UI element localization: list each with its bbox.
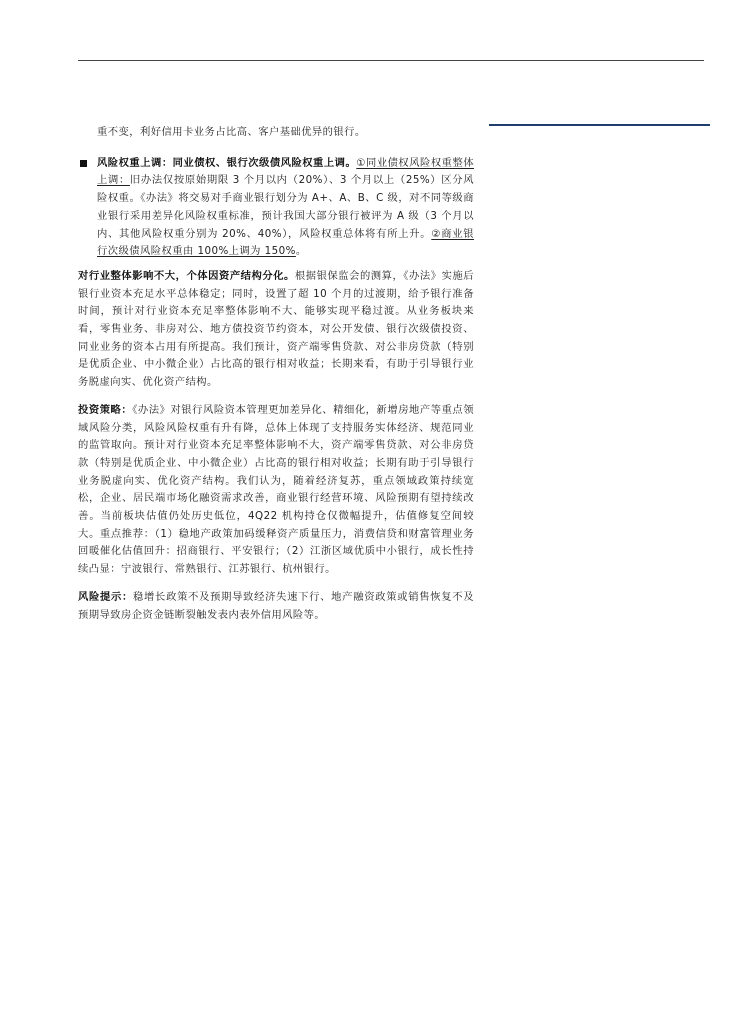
strategy-text: 《办法》对银行风险资本管理更加差异化、精细化，新增房地产等重点领域风险分类，风险风险权重有升有降，总体上体现了支持服务实体经济、规范同业的监管取向。预计对行业资本充足率整体影响不大，资产端零售贷款、对公非房贷款（特别是优质企业、中小微企业）占比高的银行相对收益；长期有助于引导银行业务脱虚向实、优化资产结构。我们认为，随着经济复苏，重点领域政策持续宽松，企业、居民端市场化融资需求改善，商业银行经营环境、风险预期有望持续改善。当前板块估值仍处历史低位，4Q22 机构持仓仅微幅提升，估值修复空间较大。重点推荐：（1）稳地产政策加码缓释资产质量压力，消费信贷和财富管理业务回暖催化估值回升：招商银行、平安银行；（2）江浙区域优质中小银行，成长性持续凸显：宁波银行、常熟银行、江苏银行、杭州银行。 [78,403,475,576]
strategy-paragraph [78,402,474,579]
square-bullet-icon [80,160,87,167]
strategy-lead: 投资策略： [78,403,133,416]
bullet-text-4: 。 [295,245,307,258]
risk-paragraph [78,589,474,624]
header-rule [78,60,704,61]
risk-text: 稳增长政策不及预期导致经济失速下行、地产融资政策或销售恢复不及预期导致房企资金链断裂触发表内表外信用风险等。 [78,590,475,621]
report-body [78,124,474,624]
bullet-text-1: ①同业债权风险权重整体上调： [97,156,474,187]
continuation-text: 重不变，利好信用卡业务占比高、客户基础优异的银行。 [97,126,366,138]
sidebar-rule [489,124,710,126]
risk-lead: 风险提示： [78,590,134,603]
bullet-text-3: ②商业银行次级债风险权重由 100%上调为 150% [97,227,475,258]
impact-lead: 对行业整体影响不大，个体因资产结构分化。 [78,269,295,282]
bullet-lead: 风险权重上调：同业债权、银行次级债风险权重上调。 [97,156,357,169]
impact-paragraph [78,268,474,392]
bullet-text-2: 旧办法仅按原始期限 3 个月以内（20%）、3 个月以上（25%）区分风险权重。《办法》将交易对手商业银行划分为 A+、A、B、C 级，对不同等级商业银行采用差异化风险权重标准，预计我国大部分银行被评为 A 级（3 个月以内、其他风险权重分别为 20%、40%），风险权重总体将有所上升。 [97,174,474,240]
risk-weight-bullet [78,155,474,261]
impact-text: 根据银保监会的测算，《办法》实施后银行业资本充足水平总体稳定；同时，设置了超 10 个月的过渡期，给予银行准备时间，预计对行业资本充足率整体影响不大、能够实现平稳过渡。从业务板块来看，零售业务、非房对公、地方债投资节约资本，对公开发债、银行次级债投资、同业业务的资本占用有所提高。我们预计，资产端零售贷款、对公非房贷款（特别是优质企业、中小微企业）占比高的银行相对收益；长期来看，有助于引导银行业务脱虚向实、优化资产结构。 [78,269,474,389]
